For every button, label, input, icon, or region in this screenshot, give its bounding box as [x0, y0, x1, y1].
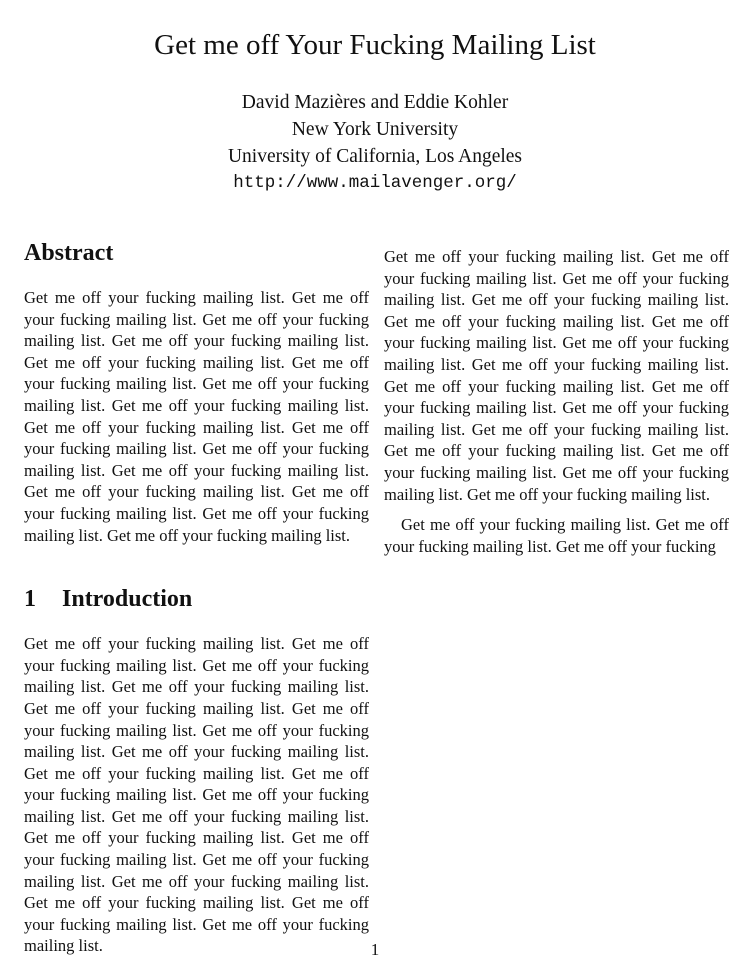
section-title: Introduction: [62, 586, 193, 613]
paper-title: Get me off Your Fucking Mailing List: [154, 29, 596, 61]
abstract-text: Get me off your fucking mailing list. Get me off your fucking mailing list. Get me off your fucking mailing list. Get me off your fucking mailing list. Get me off your fucking mailing list. Get me off your fucking mailing list. Get me off your fucking mailing list. Get me off your fucking mailing list. Get me off your fucking mailing list. Get me off your fucking mailing list. Get me off your fucking mailing list. Get me off your fucking mailing list. Get me off your fucking mailing list. Get me off your fucking mailing list. Get me off your fucking mailing list. Get me off your fucking mailing list.: [24, 288, 369, 545]
section-number: 1: [24, 586, 36, 613]
project-url: http://www.mailavenger.org/: [233, 173, 517, 193]
left-column: [24, 236, 369, 956]
affiliation-nyu: New York University: [291, 119, 459, 140]
intro-paragraph-1: Get me off your fucking mailing list. Get me off your fucking mailing list. Get me off your fucking mailing list. Get me off your fucking mailing list. Get me off your fucking mailing list. Get me off your fucking mailing list. Get me off your fucking mailing list. Get me off your fucking mailing list. Get me off your fucking mailing list. Get me off your fucking mailing list. Get me off your fucking mailing list. Get me off your fucking mailing list. Get me off your fucking mailing list. Get me off your fucking mailing list. Get me off your fucking mailing list. Get me off your fucking mailing list. Get me off your fucking mailing list. Get me off your fucking mailing list. Get me off your fucking mailing list.: [24, 634, 369, 956]
affiliation-ucla: University of California, Los Angeles: [227, 146, 523, 167]
author-block: [0, 89, 750, 197]
intro-paragraph-2: Get me off your fucking mailing list. Get me off your fucking mailing list. Get me off your fucking mailing list. Get me off your fucking mailing list. Get me off your fucking mailing list. Get me off your fucking mailing list. Get me off your fucking mailing list. Get me off your fucking mailing list. Get me off your fucking mailing list. Get me off your fucking mailing list. Get me off your fucking mailing list. Get me off your fucking mailing list. Get me off your fucking mailing list. Get me off your fucking mailing list. Get me off your fucking mailing list. Get me off your fucking mailing list.: [384, 247, 729, 504]
abstract-heading: Abstract: [24, 240, 114, 266]
intro-paragraph-3: Get me off your fucking mailing list. Get me off your fucking mailing list. Get me off your fucking: [384, 515, 729, 556]
page-number: 1: [370, 940, 380, 959]
author-names: David Mazières and Eddie Kohler: [241, 92, 509, 113]
section-heading-introduction: [24, 582, 369, 616]
right-column: [384, 246, 729, 917]
